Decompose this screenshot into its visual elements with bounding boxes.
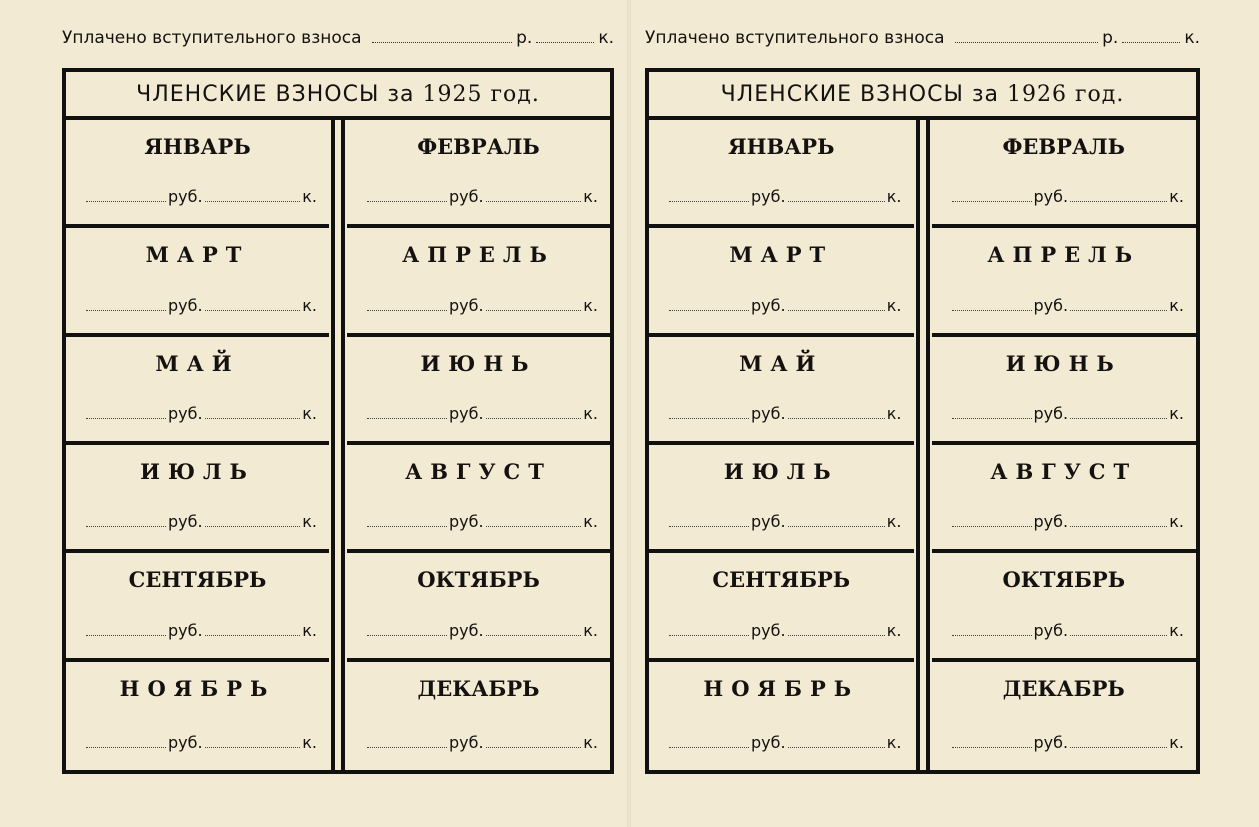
kop-label: к. [302, 620, 317, 640]
rub-label: руб. [168, 295, 203, 315]
rub-label: руб. [449, 512, 484, 532]
month-name: ОКТЯБРЬ [417, 567, 540, 593]
kop-blank [1070, 635, 1167, 636]
month-cell [649, 445, 914, 553]
month-name: НОЯБРЬ [119, 675, 276, 701]
month-cell [347, 553, 610, 661]
rub-label: руб. [168, 404, 203, 423]
rub-blank [86, 310, 166, 311]
kop-label: к. [583, 620, 598, 640]
payment-line [667, 296, 902, 315]
kop-blank [205, 526, 301, 527]
payment-line [365, 187, 598, 206]
kop-blank [788, 310, 885, 311]
kop-label: к. [1169, 295, 1184, 315]
kop-label: к. [886, 404, 902, 423]
entry-fee-line [645, 22, 1200, 48]
kop-label: к. [302, 512, 317, 532]
kop-label: к. [886, 733, 902, 752]
month-cell [66, 337, 329, 445]
entry-fee-label: Уплачено вступительного взноса [645, 28, 945, 48]
rub-blank [952, 201, 1032, 202]
entry-fee-kop-blank [1122, 42, 1180, 43]
month-name: ИЮЛЬ [140, 459, 255, 484]
months-grid [649, 120, 1196, 770]
kop-blank [1070, 747, 1167, 748]
rub-label: руб. [449, 620, 484, 640]
card-title [66, 72, 610, 120]
rub-blank [86, 526, 166, 527]
kop-label: к. [1169, 733, 1184, 752]
month-cell [347, 120, 610, 228]
rub-label: руб. [1033, 620, 1069, 640]
month-cell [66, 553, 329, 661]
month-name: АПРЕЛЬ [987, 242, 1141, 268]
rub-label: руб. [1033, 733, 1069, 752]
rub-blank [952, 418, 1032, 419]
month-cell [347, 662, 610, 770]
entry-fee-kop-mark: к. [598, 28, 614, 48]
month-cell [649, 662, 914, 770]
payment-line [365, 733, 598, 752]
rub-blank [86, 747, 166, 748]
month-name: ФЕВРАЛЬ [417, 134, 540, 159]
kop-blank [205, 201, 301, 202]
payment-line [84, 296, 317, 315]
kop-label: к. [1169, 187, 1184, 207]
rub-blank [952, 747, 1032, 748]
dues-card-1926 [645, 68, 1200, 774]
rub-blank [367, 526, 447, 527]
rub-label: руб. [1033, 187, 1069, 207]
month-cell [932, 445, 1197, 553]
dues-card-1925 [62, 68, 614, 774]
payment-line [84, 404, 317, 423]
month-name: НОЯБРЬ [703, 675, 860, 701]
kop-label: к. [302, 733, 317, 752]
rub-label: руб. [449, 733, 484, 752]
payment-line [950, 512, 1185, 531]
payment-line [950, 296, 1185, 315]
month-name: АПРЕЛЬ [402, 242, 555, 268]
kop-blank [788, 418, 885, 419]
rub-label: руб. [751, 733, 786, 752]
kop-label: к. [583, 295, 598, 315]
kop-label: к. [583, 187, 598, 207]
kop-label: к. [886, 295, 902, 315]
month-cell [347, 445, 610, 553]
month-cell [347, 228, 610, 336]
rub-label: руб. [168, 620, 203, 640]
month-cell [649, 553, 914, 661]
month-cell [932, 120, 1197, 228]
kop-blank [486, 201, 582, 202]
month-name: ИЮНЬ [1005, 350, 1122, 376]
payment-line [365, 621, 598, 640]
entry-fee-kop-blank [536, 42, 594, 43]
kop-label: к. [1169, 512, 1184, 532]
payment-line [365, 512, 598, 531]
rub-blank [669, 310, 749, 311]
kop-blank [486, 418, 582, 419]
entry-fee-label: Уплачено вступительного взноса [62, 28, 362, 48]
card-title-text: ЧЛЕНСКИЕ ВЗНОСЫ за [136, 81, 415, 107]
month-name: МАРТ [729, 242, 834, 268]
card-title-text: ЧЛЕНСКИЕ ВЗНОСЫ за [720, 81, 1000, 107]
rub-blank [367, 418, 447, 419]
kop-label: к. [886, 187, 902, 207]
kop-blank [486, 526, 582, 527]
payment-line [950, 621, 1185, 640]
months-grid [66, 120, 610, 770]
rub-blank [86, 201, 166, 202]
rub-blank [367, 635, 447, 636]
kop-label: к. [583, 512, 598, 532]
card-title-year: 1926 год. [1007, 81, 1125, 107]
month-cell [649, 337, 914, 445]
month-cell [347, 337, 610, 445]
month-name: МАЙ [155, 350, 240, 376]
rub-blank [367, 747, 447, 748]
month-name: ЯНВАРЬ [144, 134, 251, 159]
kop-label: к. [886, 620, 902, 640]
kop-blank [788, 747, 885, 748]
month-name: ДЕКАБРЬ [417, 675, 540, 701]
payment-line [365, 404, 598, 423]
card-title-year: 1925 год. [422, 81, 540, 107]
kop-label: к. [302, 187, 317, 207]
kop-blank [205, 418, 301, 419]
kop-blank [486, 635, 582, 636]
month-cell [649, 228, 914, 336]
payment-line [84, 733, 317, 752]
payment-line [667, 621, 902, 640]
payment-line [365, 296, 598, 315]
month-name: МАЙ [739, 350, 824, 376]
month-cell [66, 228, 329, 336]
rub-blank [86, 635, 166, 636]
payment-line [950, 187, 1185, 206]
rub-label: руб. [751, 295, 786, 315]
month-name: ЯНВАРЬ [728, 134, 835, 159]
rub-blank [669, 635, 749, 636]
rub-blank [669, 201, 749, 202]
kop-blank [788, 526, 885, 527]
payment-line [667, 733, 902, 752]
month-cell [66, 662, 329, 770]
kop-blank [486, 310, 582, 311]
month-name: ОКТЯБРЬ [1002, 567, 1126, 593]
kop-blank [205, 310, 301, 311]
kop-blank [205, 635, 301, 636]
entry-fee-kop-mark: к. [1184, 28, 1200, 48]
rub-blank [367, 201, 447, 202]
rub-label: руб. [449, 187, 484, 207]
payment-line [84, 187, 317, 206]
payment-line [667, 187, 902, 206]
month-name: ФЕВРАЛЬ [1002, 134, 1125, 159]
kop-blank [1070, 201, 1167, 202]
rub-label: руб. [751, 404, 786, 423]
month-name: ИЮНЬ [420, 350, 537, 376]
rub-label: руб. [449, 295, 484, 315]
month-cell [932, 553, 1197, 661]
kop-blank [205, 747, 301, 748]
payment-line [667, 404, 902, 423]
month-cell [932, 337, 1197, 445]
rub-blank [669, 526, 749, 527]
month-name: АВГУСТ [405, 459, 552, 484]
page-fold [627, 0, 631, 827]
rub-blank [669, 418, 749, 419]
month-name: ИЮЛЬ [723, 459, 839, 484]
kop-label: к. [583, 733, 598, 752]
rub-label: руб. [1033, 295, 1069, 315]
payment-line [950, 733, 1185, 752]
month-name: СЕНТЯБРЬ [712, 567, 851, 593]
month-name: СЕНТЯБРЬ [128, 567, 267, 593]
month-name: ДЕКАБРЬ [1002, 675, 1125, 701]
payment-line [84, 621, 317, 640]
kop-blank [788, 635, 885, 636]
entry-fee-rub-mark: р. [516, 28, 533, 48]
rub-label: руб. [1033, 512, 1069, 532]
rub-blank [367, 310, 447, 311]
payment-line [950, 404, 1185, 423]
kop-label: к. [302, 295, 317, 315]
kop-blank [788, 201, 885, 202]
page-left [62, 0, 614, 827]
page-right [645, 0, 1200, 827]
kop-blank [486, 747, 582, 748]
kop-blank [1070, 418, 1167, 419]
rub-label: руб. [1033, 404, 1069, 423]
rub-label: руб. [751, 620, 786, 640]
month-name: АВГУСТ [990, 459, 1138, 484]
card-title [649, 72, 1196, 120]
rub-label: руб. [751, 187, 786, 207]
rub-blank [952, 635, 1032, 636]
rub-blank [952, 526, 1032, 527]
kop-label: к. [1169, 620, 1184, 640]
month-cell [932, 662, 1197, 770]
rub-label: руб. [168, 733, 203, 752]
rub-label: руб. [168, 512, 203, 532]
rub-label: руб. [751, 512, 786, 532]
rub-blank [86, 418, 166, 419]
rub-label: руб. [168, 187, 203, 207]
entry-fee-line [62, 22, 614, 48]
payment-line [84, 512, 317, 531]
entry-fee-rub-blank [372, 42, 513, 43]
payment-line [667, 512, 902, 531]
kop-label: к. [886, 512, 902, 532]
kop-blank [1070, 310, 1167, 311]
rub-blank [952, 310, 1032, 311]
month-cell [66, 445, 329, 553]
month-cell [649, 120, 914, 228]
entry-fee-rub-mark: р. [1102, 28, 1119, 48]
month-name: МАРТ [145, 242, 250, 268]
rub-label: руб. [449, 404, 484, 423]
month-cell [932, 228, 1197, 336]
month-cell [66, 120, 329, 228]
kop-label: к. [302, 404, 317, 423]
kop-label: к. [583, 404, 598, 423]
rub-blank [669, 747, 749, 748]
entry-fee-rub-blank [955, 42, 1099, 43]
kop-label: к. [1169, 404, 1184, 423]
kop-blank [1070, 526, 1167, 527]
